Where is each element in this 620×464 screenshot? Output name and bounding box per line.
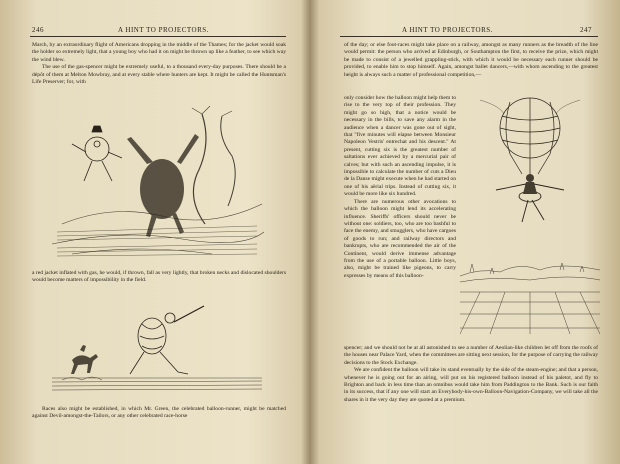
text-block-top	[32, 42, 286, 86]
running-head: A HINT TO PROJECTORS.	[402, 26, 493, 34]
page-number: 247	[580, 26, 592, 34]
text-block-bottom	[32, 406, 286, 421]
paragraph: There are numerous other avocations to which the balloon might lend its accelerating influence. Sheriffs' officers should never be without one: soldiers, too, who are too bashful to face the enemy, and smugglers, who have cargoes of goods to run; and railway directors and bankrupts, who are recommended the air of the Continent, would derive immense advantage from the use of a portable balloon. Little boys, also, might be trained like pigeons, to carry expresses by means of this balloon-	[344, 198, 456, 279]
text-block-top	[344, 42, 598, 79]
paragraph: spencer; and we should not be at all astonished to see a number of Aeolian-like children let off from the roofs of the houses near Palace Yard, when the committees are sitting next session, for the purpose of carrying the railway decisions to the Stock Exchange.	[344, 345, 598, 366]
paragraph: only consider how the balloon might help them to rise to the very top of their profession. They might go so high, that a notice would be necessary in the bills, to save any alarm in the audience when a dancer was gone out of sight, that "five minutes will elapse between Monsieur Napoleon Vestris' entrechat and his descent." At present, cutting six is the greatest number of saltations ever achieved by a mercurial pair of calves; but with such an ascending impulse, it is impossible to calculate the number of cuts a Dieu de la Danse might execute when he had started on one of his aërial trips. Instead of cutting six, it would be more like six hundred.	[344, 95, 456, 198]
engraving-landscape-below-balloon	[460, 262, 600, 334]
paragraph: The use of the gas-spencer might be extremely useful, to a thousand every-day purposes. There should be a dépôt of them at Melton Mowbray, and at every stable where hunters are kept. It might be called the Huntsman's Life Preserver; for, with	[32, 64, 286, 86]
engraving-balloon-runner-racing-horse	[52, 300, 262, 400]
paragraph: We are confident the balloon will take its stand eventually by the side of the steam-engine; and that a person, whenever he is going out for an airing, will put on his registered balloon instead of his paletot, and fly to Brighton and back in less time than an omnibus would take him from Paddington to the Bank. Such is our faith in its success, that if any one will start an Everybody-his-own-Balloon-Navigation-Company, we will take all the shares in it the very day they are quoted at a premium.	[344, 367, 598, 403]
header-rule	[30, 36, 286, 37]
header-rule	[340, 36, 598, 37]
text-column-narrow	[344, 95, 456, 280]
paragraph: of the day; or else foot-races might take place on a railway, amongst as many runners as the breadth of the line would permit: the person who arrived at Edinburgh, or Southampton the first, to receive the prize, which might be made to consist of a jewelled grappling-stick, with which it would be necessary each runner should be provided, to enable him to stop himself. Again, amongst ballet dancers,—with whom ascending to the greatest height is always such a matter of professional competition,—	[344, 42, 598, 78]
running-head: A HINT TO PROJECTORS.	[118, 26, 209, 34]
paragraph: March, by an extraordinary flight of Americans dropping in the middle of the Thames; for the jacket would soak the holder so extremely light, that a young boy who had it on might be thrown up like a feather, to see which way the wind blew.	[32, 42, 286, 63]
paragraph: Races also might be established, in which Mr. Green, the celebrated balloon-runner, might be matched against Devil-amongst-the-Tailors, or any other celebrated race-horse	[32, 406, 286, 420]
text-block-middle	[32, 270, 286, 285]
engraving-fallen-huntsman-and-horse	[52, 104, 264, 264]
paragraph: a red jacket inflated with gas, he would, if thrown, fall as very lightly, that broken necks and dislocated shoulders would become matters of impossibility in the field.	[32, 270, 286, 284]
right-page	[310, 0, 620, 464]
page-number: 246	[32, 26, 44, 34]
text-block-bottom	[344, 345, 598, 404]
engraving-ballet-dancer-with-balloon	[460, 96, 600, 226]
